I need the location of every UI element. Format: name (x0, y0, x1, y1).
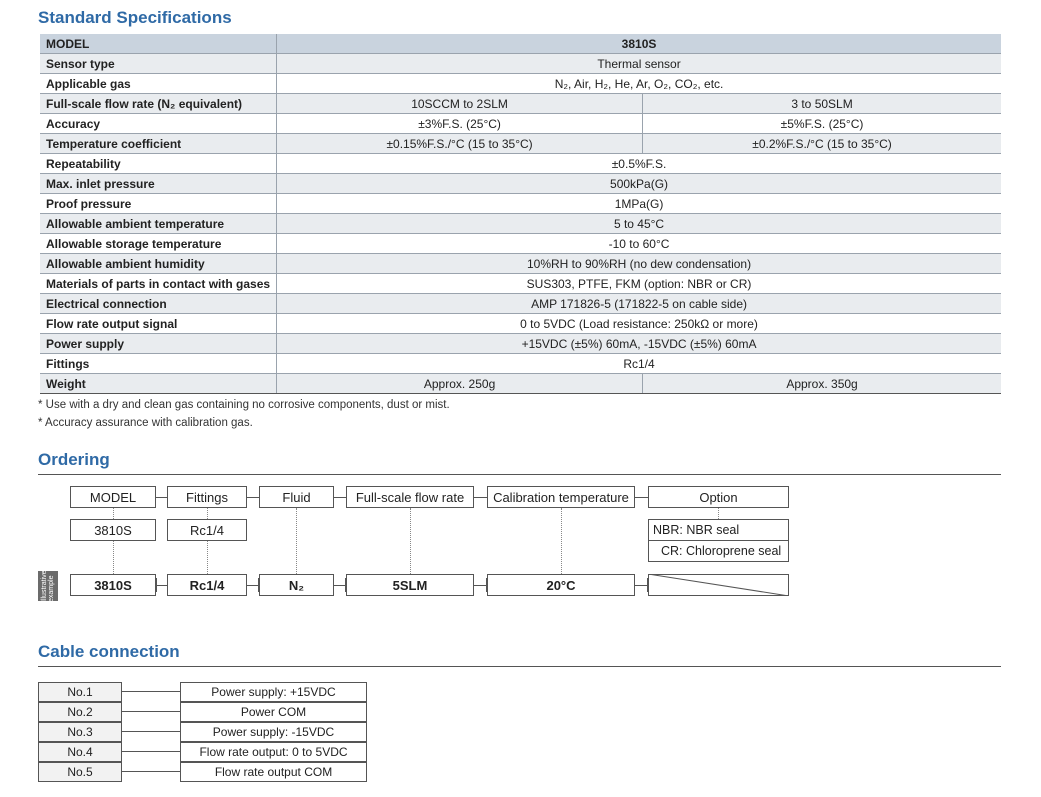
spec-row (40, 134, 1001, 154)
spec-row (40, 194, 1001, 214)
spec-row (40, 94, 1001, 114)
cable-wire (122, 731, 180, 732)
spec-value: 1MPa(G) (277, 194, 1001, 214)
guide-dot (207, 508, 208, 519)
spec-note: * Accuracy assurance with calibration gas. (38, 417, 253, 429)
spec-label: Weight (40, 374, 277, 394)
cable-divider (38, 666, 1001, 667)
pin-number: No.5 (38, 762, 122, 782)
spec-value-right: Approx. 350g (643, 374, 1001, 394)
spec-label: Repeatability (40, 154, 277, 174)
spec-table (40, 34, 1001, 394)
spec-value: AMP 171826-5 (171822-5 on cable side) (277, 294, 1001, 314)
example-model: 3810S (70, 574, 156, 596)
spec-label: Temperature coefficient (40, 134, 277, 154)
pin-signal: Flow rate output: 0 to 5VDC (180, 742, 367, 762)
pin-signal: Power COM (180, 702, 367, 722)
pin-signal: Flow rate output COM (180, 762, 367, 782)
spec-label: Allowable ambient temperature (40, 214, 277, 234)
connector-tick (258, 578, 259, 592)
spec-row (40, 174, 1001, 194)
pin-number: No.1 (38, 682, 122, 702)
ordering-option-nbr: NBR: NBR seal (648, 519, 789, 541)
example-flow-rate: 5SLM (346, 574, 474, 596)
spec-value: +15VDC (±5%) 60mA, -15VDC (±5%) 60mA (277, 334, 1001, 354)
spec-value-right: 3 to 50SLM (643, 94, 1001, 114)
connector-line (247, 497, 259, 498)
spec-label: Sensor type (40, 54, 277, 74)
guide-dot (561, 508, 562, 574)
connector-line (635, 497, 648, 498)
spec-value: Rc1/4 (277, 354, 1001, 374)
guide-dot (296, 508, 297, 574)
cable-section-title: Cable connection (38, 642, 180, 661)
spec-value: 0 to 5VDC (Load resistance: 250kΩ or more) (277, 314, 1001, 334)
spec-label: Allowable storage temperature (40, 234, 277, 254)
spec-row (40, 294, 1001, 314)
example-calibration: 20°C (487, 574, 635, 596)
spec-row (40, 314, 1001, 334)
ordering-choice-model: 3810S (70, 519, 156, 541)
spec-section-title: Standard Specifications (38, 8, 232, 27)
spec-row (40, 54, 1001, 74)
spec-label: Applicable gas (40, 74, 277, 94)
spec-value-left: Approx. 250g (277, 374, 643, 394)
connector-line (156, 497, 167, 498)
connector-line (156, 585, 167, 586)
connector-line (334, 497, 346, 498)
guide-dot (207, 541, 208, 574)
spec-row (40, 274, 1001, 294)
guide-dot (410, 508, 411, 574)
cable-wire (122, 691, 180, 692)
ordering-header-flow-rate: Full-scale flow rate (346, 486, 474, 508)
ordering-header-model: MODEL (70, 486, 156, 508)
pin-number: No.4 (38, 742, 122, 762)
spec-label: Flow rate output signal (40, 314, 277, 334)
spec-value-right: ±5%F.S. (25°C) (643, 114, 1001, 134)
spec-row (40, 334, 1001, 354)
connector-tick (647, 578, 648, 592)
pin-signal: Power supply: -15VDC (180, 722, 367, 742)
example-fluid: N₂ (259, 574, 334, 596)
connector-tick (486, 578, 487, 592)
spec-label: Materials of parts in contact with gases (40, 274, 277, 294)
spec-value: Thermal sensor (277, 54, 1001, 74)
spec-label: Full-scale flow rate (N₂ equivalent) (40, 94, 277, 114)
spec-value-right: ±0.2%F.S./°C (15 to 35°C) (643, 134, 1001, 154)
spec-label: MODEL (40, 34, 277, 54)
spec-label: Fittings (40, 354, 277, 374)
ordering-header-fittings: Fittings (167, 486, 247, 508)
example-fittings: Rc1/4 (167, 574, 247, 596)
spec-row (40, 354, 1001, 374)
ordering-section-title: Ordering (38, 450, 110, 469)
spec-header-row (40, 34, 1001, 54)
cable-wire (122, 711, 180, 712)
ordering-divider (38, 474, 1001, 475)
ordering-header-fluid: Fluid (259, 486, 334, 508)
pin-number: No.2 (38, 702, 122, 722)
spec-label: Power supply (40, 334, 277, 354)
spec-value-left: ±3%F.S. (25°C) (277, 114, 643, 134)
connector-tick (156, 578, 157, 592)
pin-signal: Power supply: +15VDC (180, 682, 367, 702)
spec-value: N₂, Air, H₂, He, Ar, O₂, CO₂, etc. (277, 74, 1001, 94)
ordering-choice-fittings: Rc1/4 (167, 519, 247, 541)
ordering-header-option: Option (648, 486, 789, 508)
spec-label: Accuracy (40, 114, 277, 134)
spec-label: Allowable ambient humidity (40, 254, 277, 274)
connector-line (474, 497, 487, 498)
spec-value: ±0.5%F.S. (277, 154, 1001, 174)
spec-row (40, 114, 1001, 134)
spec-value: 10%RH to 90%RH (no dew condensation) (277, 254, 1001, 274)
ordering-option-cr: CR: Chloroprene seal (648, 540, 789, 562)
guide-dot (718, 508, 719, 519)
spec-value: 500kPa(G) (277, 174, 1001, 194)
spec-value: -10 to 60°C (277, 234, 1001, 254)
empty-option-slash (648, 574, 789, 596)
spec-value: 5 to 45°C (277, 214, 1001, 234)
spec-row (40, 374, 1001, 394)
spec-value-left: 10SCCM to 2SLM (277, 94, 643, 114)
spec-note: * Use with a dry and clean gas containing no corrosive components, dust or mist. (38, 399, 450, 411)
spec-row (40, 74, 1001, 94)
spec-label: Proof pressure (40, 194, 277, 214)
spec-row (40, 214, 1001, 234)
guide-dot (113, 508, 114, 519)
illustrative-example-tag: Illustrative example (38, 571, 58, 601)
spec-label: Electrical connection (40, 294, 277, 314)
spec-row (40, 154, 1001, 174)
spec-value-left: ±0.15%F.S./°C (15 to 35°C) (277, 134, 643, 154)
cable-wire (122, 771, 180, 772)
spec-value: SUS303, PTFE, FKM (option: NBR or CR) (277, 274, 1001, 294)
spec-row (40, 234, 1001, 254)
example-option-empty (648, 574, 789, 596)
spec-value: 3810S (277, 34, 1001, 54)
spec-label: Max. inlet pressure (40, 174, 277, 194)
spec-row (40, 254, 1001, 274)
pin-number: No.3 (38, 722, 122, 742)
connector-tick (345, 578, 346, 592)
guide-dot (113, 541, 114, 574)
cable-wire (122, 751, 180, 752)
ordering-header-calibration: Calibration temperature (487, 486, 635, 508)
